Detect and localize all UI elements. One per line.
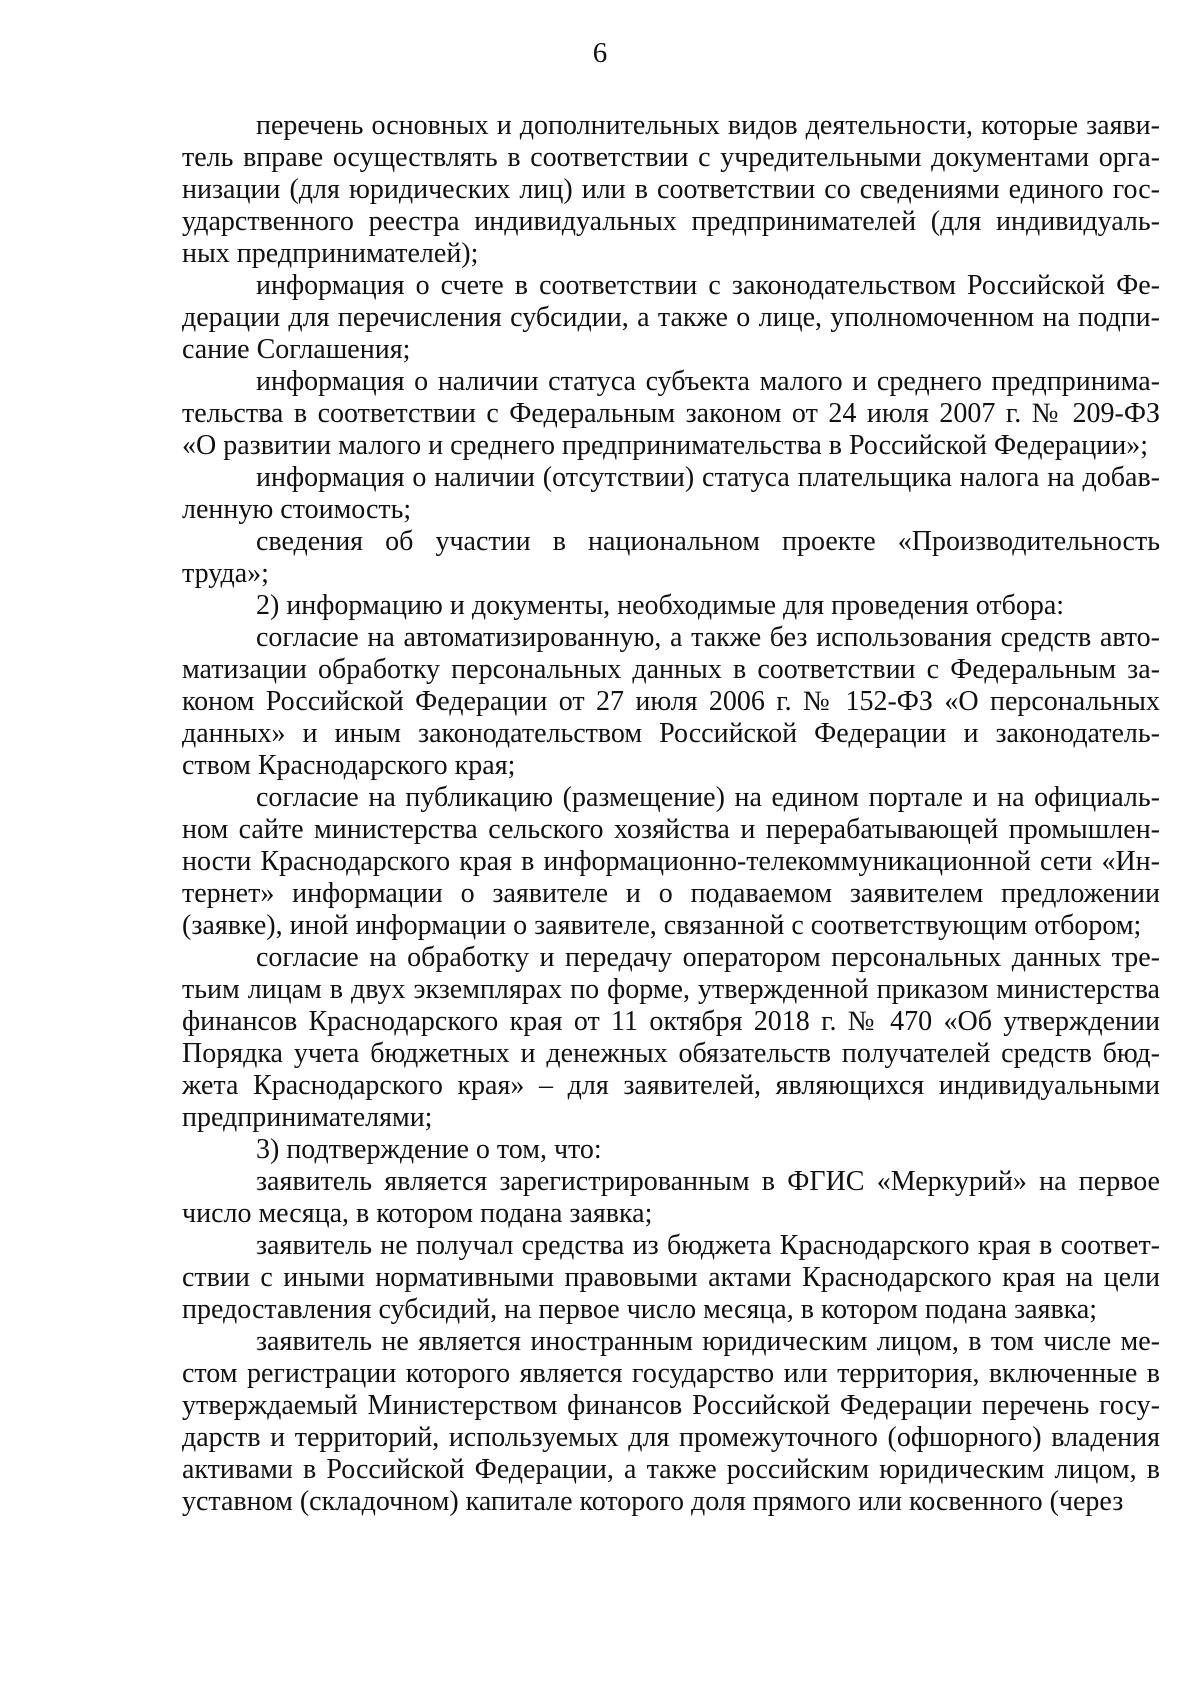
text-line: перечень основных и дополнительных видов деятельности, которые заяви-: [256, 110, 1160, 141]
paragraph: [182, 622, 1160, 782]
text-line: согласие на публикацию (размещение) на едином портале и на официаль-: [256, 782, 1160, 813]
text-line: 2) информацию и документы, необходимые для проведения отбора:: [256, 590, 1065, 621]
paragraph: [182, 1166, 1160, 1230]
text-line: утверждаемый Министерством финансов Российской Федерации перечень госу-: [182, 1390, 1160, 1421]
paragraph: [182, 782, 1160, 942]
text-line: тернет» информации о заявителе и о подаваемом заявителем предложении: [182, 878, 1160, 909]
text-line: ствии с иными нормативными правовыми актами Краснодарского края на цели: [182, 1262, 1160, 1293]
text-line: ством Краснодарского края;: [182, 750, 516, 781]
text-line: данных» и иным законодательством Российской Федерации и законодатель-: [182, 718, 1160, 749]
text-line: информация о наличии статуса субъекта малого и среднего предпринима-: [256, 366, 1160, 397]
text-line: ном сайте министерства сельского хозяйства и перерабатывающей промышлен-: [182, 814, 1160, 845]
text-line: согласие на обработку и передачу оператором персональных данных тре-: [256, 942, 1160, 973]
paragraph: [182, 590, 1160, 622]
text-line: финансов Краснодарского края от 11 октября 2018 г. № 470 «Об утверждении: [182, 1006, 1160, 1037]
paragraph: [182, 366, 1160, 462]
text-line: труда»;: [182, 558, 269, 589]
text-line: сведения об участии в национальном проекте «Производительность: [256, 526, 1160, 557]
text-line: число месяца, в котором подана заявка;: [182, 1198, 653, 1229]
paragraph: [182, 462, 1160, 526]
text-line: «О развитии малого и среднего предпринимательства в Российской Федерации»;: [182, 430, 1149, 461]
text-line: информация о наличии (отсутствии) статуса плательщика налога на добав-: [256, 462, 1160, 493]
page-number: 6: [592, 37, 608, 69]
text-line: заявитель не является иностранным юридическим лицом, в том числе ме-: [256, 1326, 1160, 1357]
text-line: ных предпринимателей);: [182, 238, 479, 269]
text-line: тель вправе осуществлять в соответствии с учредительными документами орга-: [182, 142, 1160, 173]
text-line: жета Краснодарского края» – для заявителей, являющихся индивидуальными: [182, 1070, 1160, 1101]
paragraph: [182, 526, 1160, 590]
text-line: матизации обработку персональных данных в соответствии с Федеральным за-: [182, 654, 1160, 685]
text-line: дерации для перечисления субсидии, а также о лице, уполномоченном на подпи-: [182, 302, 1160, 333]
text-line: предоставления субсидий, на первое число месяца, в котором подана заявка;: [182, 1294, 1098, 1325]
text-line: уставном (складочном) капитале которого доля прямого или косвенного (через: [182, 1486, 1124, 1517]
text-line: стом регистрации которого является государство или территория, включенные в: [182, 1358, 1160, 1389]
paragraph: [182, 1230, 1160, 1326]
text-line: коном Российской Федерации от 27 июля 2006 г. № 152-ФЗ «О персональных: [182, 686, 1160, 717]
paragraph: [182, 270, 1160, 366]
text-line: 3) подтверждение о том, что:: [256, 1134, 602, 1165]
paragraph: [182, 110, 1160, 270]
text-line: сание Соглашения;: [182, 334, 411, 365]
text-line: предпринимателями;: [182, 1102, 433, 1133]
text-line: согласие на автоматизированную, а также без использования средств авто-: [256, 622, 1160, 653]
text-line: (заявке), иной информации о заявителе, связанной с соответствующим отбором;: [182, 910, 1142, 941]
text-line: низации (для юридических лиц) или в соответствии со сведениями единого гос-: [182, 174, 1160, 205]
text-line: информация о счете в соответствии с законодательством Российской Фе-: [256, 270, 1160, 301]
document-body: [182, 110, 1160, 1518]
text-line: Порядка учета бюджетных и денежных обязательств получателей средств бюд-: [182, 1038, 1160, 1069]
text-line: дарств и территорий, используемых для промежуточного (офшорного) владения: [182, 1422, 1160, 1453]
paragraph: [182, 1326, 1160, 1518]
text-line: ности Краснодарского края в информационно-телекоммуникационной сети «Ин-: [182, 846, 1160, 877]
text-line: заявитель не получал средства из бюджета Краснодарского края в соответ-: [256, 1230, 1160, 1261]
text-line: заявитель является зарегистрированным в ФГИС «Меркурий» на первое: [256, 1166, 1160, 1197]
paragraph: [182, 942, 1160, 1134]
text-line: активами в Российской Федерации, а также российским юридическим лицом, в: [182, 1454, 1160, 1485]
text-line: тельства в соответствии с Федеральным законом от 24 июля 2007 г. № 209-ФЗ: [182, 398, 1160, 429]
text-line: ленную стоимость;: [182, 494, 412, 525]
paragraph: [182, 1134, 1160, 1166]
text-line: тьим лицам в двух экземплярах по форме, утвержденной приказом министерства: [182, 974, 1160, 1005]
text-line: ударственного реестра индивидуальных предпринимателей (для индивидуаль-: [182, 206, 1160, 237]
